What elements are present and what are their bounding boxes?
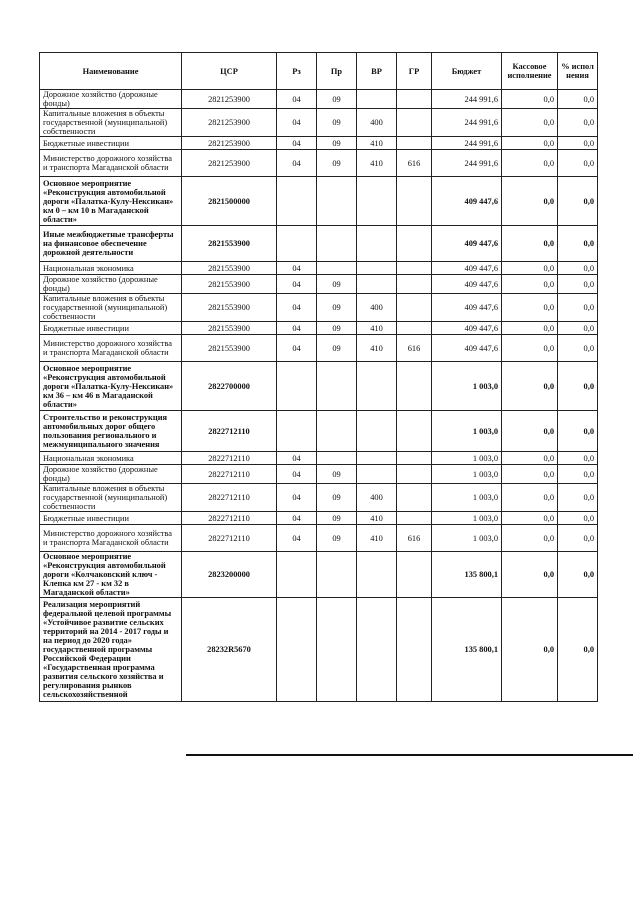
cell-budget: 409 447,6 [432,335,502,362]
cell-name: Министерство дорожного хозяйства и транспорта Магаданской области [40,335,182,362]
cell-csr: 2821553900 [182,226,277,262]
cell-gr [397,452,432,465]
table-row [40,362,598,411]
cell-budget: 409 447,6 [432,275,502,294]
cell-rz: 04 [277,262,317,275]
table-row [40,452,598,465]
header-pct: % испол нения [558,53,598,90]
table-row [40,90,598,109]
cell-budget: 1 003,0 [432,512,502,525]
cell-pr [317,362,357,411]
cell-gr [397,362,432,411]
table-row [40,262,598,275]
cell-vr: 400 [357,484,397,512]
cell-vr: 410 [357,322,397,335]
cell-pct: 0,0 [558,484,598,512]
cell-rz [277,552,317,598]
cell-budget: 1 003,0 [432,452,502,465]
cell-kass: 0,0 [502,226,558,262]
cell-kass: 0,0 [502,109,558,137]
budget-table [39,52,598,702]
cell-kass: 0,0 [502,137,558,150]
cell-csr: 2821553900 [182,294,277,322]
cell-vr: 410 [357,512,397,525]
table-row [40,484,598,512]
cell-vr: 410 [357,137,397,150]
cell-gr [397,598,432,702]
cell-rz: 04 [277,335,317,362]
table-row [40,275,598,294]
cell-rz: 04 [277,525,317,552]
cell-name: Дорожное хозяйство (дорожные фонды) [40,465,182,484]
cell-name: Основное мероприятие «Реконструкция автомобильной дороги «Колчаковский ключ - Клепка км 27 - км 32 в Магаданской области» [40,552,182,598]
cell-name: Бюджетные инвестиции [40,512,182,525]
cell-kass: 0,0 [502,552,558,598]
cell-vr: 410 [357,150,397,177]
cell-pr: 09 [317,109,357,137]
cell-vr [357,90,397,109]
cell-budget: 244 991,6 [432,137,502,150]
cell-pct: 0,0 [558,150,598,177]
table-row [40,552,598,598]
cell-csr: 2821500000 [182,177,277,226]
cell-rz [277,411,317,452]
cell-budget: 244 991,6 [432,109,502,137]
cell-gr [397,262,432,275]
cell-vr: 410 [357,335,397,362]
cell-vr: 410 [357,525,397,552]
cell-pr: 09 [317,525,357,552]
cell-vr [357,598,397,702]
cell-pct: 0,0 [558,335,598,362]
header-pr: Пр [317,53,357,90]
cell-name: Министерство дорожного хозяйства и транспорта Магаданской области [40,525,182,552]
cell-pr [317,226,357,262]
cell-csr: 2821553900 [182,262,277,275]
cell-kass: 0,0 [502,90,558,109]
cell-rz: 04 [277,275,317,294]
cell-gr [397,177,432,226]
cell-pr: 09 [317,322,357,335]
cell-name: Национальная экономика [40,452,182,465]
cell-name: Министерство дорожного хозяйства и транспорта Магаданской области [40,150,182,177]
cell-budget: 409 447,6 [432,177,502,226]
cell-vr [357,262,397,275]
table-row [40,411,598,452]
cell-gr [397,90,432,109]
cell-pr: 09 [317,275,357,294]
cell-pct: 0,0 [558,552,598,598]
cell-pr: 09 [317,294,357,322]
cell-gr: 616 [397,525,432,552]
cell-gr [397,294,432,322]
cell-csr: 2822712110 [182,411,277,452]
cell-pr [317,177,357,226]
header-vr: ВР [357,53,397,90]
cell-budget: 1 003,0 [432,484,502,512]
cell-kass: 0,0 [502,452,558,465]
table-row [40,335,598,362]
table-row [40,525,598,552]
cell-rz: 04 [277,322,317,335]
cell-rz [277,362,317,411]
cell-pct: 0,0 [558,226,598,262]
cell-kass: 0,0 [502,484,558,512]
cell-csr: 2821253900 [182,109,277,137]
cell-vr [357,452,397,465]
cell-kass: 0,0 [502,275,558,294]
cell-rz: 04 [277,109,317,137]
cell-rz: 04 [277,150,317,177]
cell-budget: 135 800,1 [432,552,502,598]
cell-pct: 0,0 [558,262,598,275]
cell-kass: 0,0 [502,598,558,702]
cell-budget: 409 447,6 [432,262,502,275]
cell-gr: 616 [397,335,432,362]
cell-name: Капитальные вложения в объекты государственной (муниципальной) собственности [40,109,182,137]
cell-gr [397,322,432,335]
header-rz: Рз [277,53,317,90]
header-gr: ГР [397,53,432,90]
header-budget: Бюджет [432,53,502,90]
cell-pct: 0,0 [558,90,598,109]
cell-vr [357,411,397,452]
cell-kass: 0,0 [502,294,558,322]
cell-name: Бюджетные инвестиции [40,137,182,150]
cell-rz: 04 [277,294,317,322]
cell-rz: 04 [277,484,317,512]
cell-kass: 0,0 [502,465,558,484]
cell-name: Дорожное хозяйство (дорожные фонды) [40,275,182,294]
cell-rz [277,177,317,226]
cell-kass: 0,0 [502,335,558,362]
header-row [40,53,598,90]
cell-rz: 04 [277,465,317,484]
cell-pr: 09 [317,335,357,362]
cell-kass: 0,0 [502,512,558,525]
cell-vr [357,362,397,411]
header-csr: ЦСР [182,53,277,90]
cell-pct: 0,0 [558,598,598,702]
cell-csr: 2821253900 [182,90,277,109]
cell-csr: 2822712110 [182,512,277,525]
cell-pct: 0,0 [558,465,598,484]
cell-pct: 0,0 [558,525,598,552]
table-row [40,109,598,137]
cell-gr [397,512,432,525]
cell-pr: 09 [317,465,357,484]
cell-pct: 0,0 [558,177,598,226]
cell-kass: 0,0 [502,362,558,411]
cell-name: Иные межбюджетные трансферты на финансовое обеспечение дорожной деятельности [40,226,182,262]
cell-budget: 1 003,0 [432,411,502,452]
cell-vr [357,226,397,262]
cell-pr [317,262,357,275]
cell-kass: 0,0 [502,411,558,452]
cell-pr [317,552,357,598]
cell-pct: 0,0 [558,294,598,322]
cell-pr: 09 [317,512,357,525]
cell-vr [357,552,397,598]
cell-csr: 2821253900 [182,150,277,177]
cell-rz: 04 [277,90,317,109]
cell-kass: 0,0 [502,322,558,335]
cell-name: Строительство и реконструкция автомобильных дорог общего пользования регионального и межмуниципального значения [40,411,182,452]
cell-gr [397,465,432,484]
cell-vr: 400 [357,109,397,137]
cell-pr [317,452,357,465]
cell-kass: 0,0 [502,525,558,552]
cell-gr [397,484,432,512]
cell-vr [357,275,397,294]
table-row [40,150,598,177]
cell-name: Национальная экономика [40,262,182,275]
cell-budget: 244 991,6 [432,150,502,177]
cell-rz: 04 [277,512,317,525]
cell-pr: 09 [317,90,357,109]
cell-name: Капитальные вложения в объекты государственной (муниципальной) собственности [40,294,182,322]
cell-gr: 616 [397,150,432,177]
cell-name: Основное мероприятие «Реконструкция автомобильной дороги «Палатка-Кулу-Нексикан» км 36 – км 46 в Магаданской области» [40,362,182,411]
cell-pr: 09 [317,484,357,512]
cell-rz: 04 [277,452,317,465]
cell-pct: 0,0 [558,137,598,150]
cell-pct: 0,0 [558,411,598,452]
cell-pct: 0,0 [558,362,598,411]
cell-gr [397,275,432,294]
cell-kass: 0,0 [502,177,558,226]
table-row [40,226,598,262]
cell-csr: 2821553900 [182,335,277,362]
cell-budget: 409 447,6 [432,322,502,335]
cell-kass: 0,0 [502,150,558,177]
table-row [40,465,598,484]
table-row [40,137,598,150]
cell-csr: 2821553900 [182,322,277,335]
cell-name: Дорожное хозяйство (дорожные фонды) [40,90,182,109]
cell-budget: 1 003,0 [432,362,502,411]
cell-csr: 2821553900 [182,275,277,294]
cell-gr [397,137,432,150]
cell-budget: 409 447,6 [432,294,502,322]
cell-csr: 2822712110 [182,465,277,484]
table-row [40,177,598,226]
cell-pr [317,411,357,452]
table-row [40,512,598,525]
cell-csr: 2822712110 [182,484,277,512]
cell-csr: 2821253900 [182,137,277,150]
cell-vr [357,177,397,226]
table-row [40,294,598,322]
table-row [40,322,598,335]
cell-budget: 409 447,6 [432,226,502,262]
cell-rz [277,226,317,262]
cell-name: Реализация мероприятий федеральной целевой программы «Устойчивое развитие сельских территорий на 2014 - 2017 годы и на период до 2020 года» государственной программы Российской Федерации «Государственная программа развития сельского хозяйства и регулирования рынков сельскохозяйственной [40,598,182,702]
cell-gr [397,411,432,452]
cell-budget: 135 800,1 [432,598,502,702]
cell-pct: 0,0 [558,322,598,335]
cell-csr: 28232R5670 [182,598,277,702]
cell-budget: 244 991,6 [432,90,502,109]
cell-csr: 2822700000 [182,362,277,411]
cell-pct: 0,0 [558,512,598,525]
header-name: Наименование [40,53,182,90]
cell-vr: 400 [357,294,397,322]
cell-gr [397,552,432,598]
cell-gr [397,226,432,262]
cell-kass: 0,0 [502,262,558,275]
bottom-rule [186,754,633,756]
cell-name: Капитальные вложения в объекты государственной (муниципальной) собственности [40,484,182,512]
cell-pr: 09 [317,150,357,177]
cell-pr [317,598,357,702]
table-row [40,598,598,702]
header-kass: Кассовое исполнение [502,53,558,90]
cell-pct: 0,0 [558,275,598,294]
cell-rz: 04 [277,137,317,150]
cell-csr: 2822712110 [182,452,277,465]
cell-vr [357,465,397,484]
cell-name: Бюджетные инвестиции [40,322,182,335]
cell-csr: 2823200000 [182,552,277,598]
cell-pct: 0,0 [558,109,598,137]
cell-csr: 2822712110 [182,525,277,552]
cell-pr: 09 [317,137,357,150]
cell-rz [277,598,317,702]
cell-gr [397,109,432,137]
cell-budget: 1 003,0 [432,525,502,552]
cell-name: Основное мероприятие «Реконструкция автомобильной дороги «Палатка-Кулу-Нексикан» км 0 – км 10 в Магаданской области» [40,177,182,226]
cell-pct: 0,0 [558,452,598,465]
cell-budget: 1 003,0 [432,465,502,484]
